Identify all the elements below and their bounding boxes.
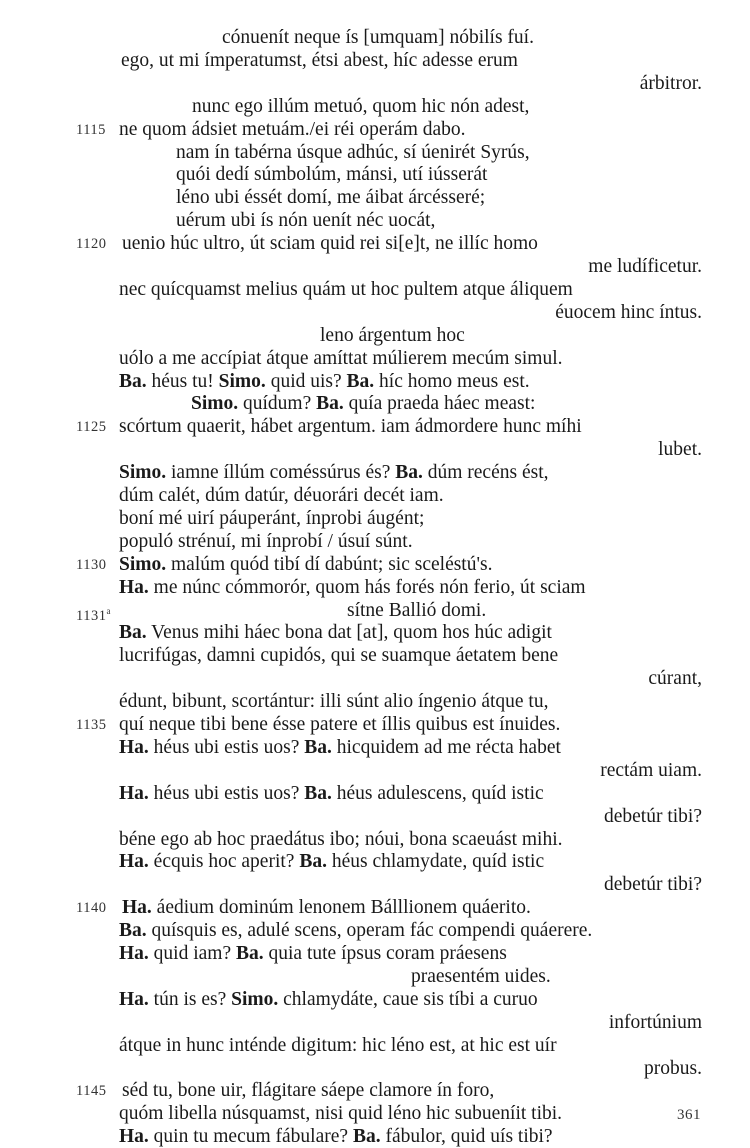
verse-line — [0, 186, 750, 209]
verse-line — [0, 461, 750, 484]
verse-line — [0, 553, 750, 576]
verse-line — [0, 621, 750, 644]
verse-fragment: édunt, bibunt, scortántur: illi súnt alio íngenio átque tu, — [119, 691, 549, 713]
verse-fragment: malúm quód tibí dí dabúnt; sic sceléstú's. — [166, 553, 493, 575]
verse-line — [0, 415, 750, 438]
verse-fragment: hicquidem ad me récta habet — [331, 736, 561, 758]
verse-text — [119, 347, 562, 370]
verse-line — [0, 370, 750, 393]
line-number: 1135 — [76, 717, 107, 733]
speaker-label: Ba. — [352, 1126, 381, 1148]
verse-fragment: léno ubi éssét domí, me áibat árcésseré; — [176, 187, 486, 209]
continuation-text: árbitror. — [639, 72, 702, 94]
verse-fragment: héus tu! — [146, 370, 219, 392]
verse-line — [0, 49, 750, 72]
speaker-label: Simo. — [119, 553, 167, 575]
speaker-label: Ha. — [119, 576, 149, 598]
verse-fragment: átque in hunc inténde digitum: hic léno est, at hic est uír — [119, 1034, 557, 1056]
verse-text — [119, 988, 538, 1011]
verse-fragment: leno árgentum hoc — [320, 324, 465, 346]
verse-text — [119, 782, 544, 805]
verse-line — [0, 896, 750, 919]
verse-fragment: ne quom ádsiet metuám./ei réi operám dabo. — [119, 118, 466, 140]
verse-fragment: uérum ubi ís nón uenít néc uocát, — [176, 210, 436, 232]
verse-text — [347, 599, 486, 622]
verse-line — [0, 1079, 750, 1102]
line-number: 1120 — [76, 236, 107, 253]
speaker-label: Ba. — [395, 462, 423, 484]
verse-line-continuation — [0, 301, 750, 324]
verse-line — [0, 163, 750, 186]
verse-text — [119, 621, 552, 644]
verse-line — [0, 26, 750, 49]
verse-text — [176, 141, 530, 164]
verse-text — [119, 278, 573, 301]
verse-fragment: sítne Ballió domi. — [347, 599, 487, 621]
line-number: 1145 — [76, 1083, 107, 1100]
verse-line — [0, 644, 750, 667]
verse-fragment: híc homo meus est. — [374, 370, 530, 392]
verse-line — [0, 713, 750, 736]
verse-line-continuation — [0, 72, 750, 95]
verse-fragment: béne ego ab hoc praedátus ibo; nóui, bona scaeuást mihi. — [119, 828, 563, 850]
verse-line — [0, 392, 750, 415]
verse-line — [0, 209, 750, 232]
verse-line — [0, 118, 750, 141]
verse-line — [0, 965, 750, 988]
verse-line — [0, 232, 750, 255]
verse-line — [0, 942, 750, 965]
verse-text — [119, 507, 424, 530]
verse-line — [0, 1102, 750, 1125]
verse-text — [119, 690, 548, 713]
verse-fragment: ego, ut mi ímperatumst, étsi abest, híc adesse erum — [121, 49, 518, 71]
verse-fragment: scórtum quaerit, hábet argentum. iam ádmordere hunc míhi — [119, 416, 582, 438]
verse-text — [121, 49, 518, 72]
line-number: 1125 — [76, 419, 107, 436]
verse-fragment: uenio húc ultro, út sciam quid rei si[e]t, ne illíc homo — [122, 233, 538, 255]
continuation-text: probus. — [644, 1057, 702, 1079]
speaker-label: Ha. — [119, 988, 149, 1010]
verse-fragment: tún is es? — [148, 988, 232, 1010]
verse-line — [0, 736, 750, 759]
verse-line-continuation — [0, 805, 750, 828]
verse-line — [0, 1125, 750, 1148]
speaker-label: Ba. — [119, 920, 147, 942]
verse-fragment: quia tute ípsus coram práesens — [263, 943, 507, 964]
speaker-label: Ba. — [299, 851, 327, 873]
verse-text — [122, 1079, 494, 1102]
continuation-text: rectám uiam. — [600, 759, 702, 781]
continuation-text: debetúr tibi? — [603, 805, 702, 827]
verse-text — [176, 163, 487, 186]
verse-text — [119, 576, 586, 599]
continuation-text: lubet. — [658, 439, 702, 461]
page-number: 361 — [677, 1107, 701, 1123]
verse-text — [119, 484, 444, 507]
verse-fragment: héus ubi estis uos? — [148, 736, 305, 758]
verse-line — [0, 599, 750, 622]
verse-text — [320, 324, 465, 347]
verse-fragment: nam ín tabérna úsque adhúc, sí úenirét Syrús, — [176, 141, 530, 163]
verse-line — [0, 484, 750, 507]
verse-text — [119, 713, 560, 736]
verse-text — [122, 896, 531, 919]
speaker-label: Simo. — [218, 370, 266, 392]
verse-line — [0, 850, 750, 873]
verse-text — [119, 942, 507, 965]
verse-fragment: quid uis? — [265, 370, 347, 392]
verse-fragment: quía praeda háec meast: — [343, 393, 536, 415]
verse-fragment: quídum? — [238, 393, 317, 415]
continuation-text: infortúnium — [608, 1011, 702, 1033]
verse-fragment: populó strénuí, mi ínprobí / úsuí súnt. — [119, 530, 413, 552]
speaker-label: Ha. — [119, 851, 149, 873]
verse-fragment: chlamydáte, caue sis tíbi a curuo — [278, 988, 538, 1010]
verse-line — [0, 576, 750, 599]
verse-line — [0, 782, 750, 805]
verse-text — [119, 461, 549, 484]
verse-fragment: uólo a me accípiat átque amíttat múlierem mecúm simul. — [119, 347, 563, 369]
verse-fragment: séd tu, bone uir, flágitare sáepe clamore ín foro, — [122, 1080, 495, 1102]
continuation-text: debetúr tibi? — [603, 874, 702, 896]
verse-line-continuation — [0, 667, 750, 690]
verse-fragment: áedium dominúm lenonem Bálllionem quáerito. — [151, 897, 531, 919]
verse-text — [119, 1125, 553, 1148]
verse-fragment: boní mé uirí páuperánt, ínprobi áugént; — [119, 507, 425, 529]
verse-line — [0, 530, 750, 553]
continuation-text: me ludíficetur. — [588, 256, 702, 277]
verse-line — [0, 690, 750, 713]
verse-fragment: quí neque tibi bene ésse patere et íllis quibus est ínuides. — [119, 714, 561, 735]
verse-text — [119, 644, 558, 667]
verse-line-continuation — [0, 1011, 750, 1034]
verse-fragment: praesentém uides. — [411, 965, 551, 987]
verse-line-continuation — [0, 759, 750, 782]
verse-fragment: héus adulescens, quíd istic — [331, 782, 544, 804]
line-number: 1130 — [76, 556, 107, 573]
verse-line — [0, 95, 750, 118]
verse-fragment: dúm calét, dúm datúr, déuorári decét iam. — [119, 485, 444, 506]
verse-text — [119, 736, 561, 759]
speaker-label: Ha. — [122, 897, 152, 919]
speaker-label: Simo. — [231, 988, 279, 1010]
verse-text — [119, 415, 582, 438]
verse-fragment: lucrifúgas, damni cupidós, qui se suamque áetatem bene — [119, 645, 559, 667]
verse-line — [0, 347, 750, 370]
verse-line — [0, 278, 750, 301]
line-number: 1115 — [76, 121, 106, 138]
speaker-label: Ha. — [119, 1126, 149, 1148]
speaker-label: Ba. — [346, 370, 375, 392]
verse-text — [119, 1034, 557, 1057]
verse-line — [0, 1034, 750, 1057]
verse-text — [191, 392, 535, 415]
speaker-label: Ba. — [304, 782, 332, 804]
verse-line-continuation — [0, 873, 750, 896]
speaker-label: Ha. — [119, 736, 149, 758]
verse-text — [119, 828, 563, 851]
speaker-label: Simo. — [119, 462, 167, 484]
speaker-label: Ba. — [119, 370, 147, 392]
verse-text — [119, 919, 592, 942]
speaker-label: Ba. — [304, 736, 332, 758]
line-number: 1131$^a$ — [76, 605, 111, 624]
verse-text — [122, 232, 538, 255]
verse-fragment: quóm libella núsquamst, nisi quid léno hic subueníit tibi. — [119, 1103, 563, 1125]
speaker-label: Ha. — [119, 943, 149, 964]
verse-fragment: quid iam? — [148, 943, 236, 964]
verse-fragment: héus ubi estis uos? — [148, 782, 305, 804]
verse-text — [119, 850, 544, 873]
verse-fragment: quin tu mecum fábulare? — [148, 1126, 353, 1148]
verse-fragment: quói dedí súmbolúm, mánsi, utí iússerát — [176, 164, 488, 186]
verse-line-continuation — [0, 1057, 750, 1080]
speaker-label: Simo. — [191, 393, 239, 415]
verse-fragment: héus chlamydate, quíd istic — [326, 851, 545, 873]
verse-line-continuation — [0, 255, 750, 278]
verse-fragment: dúm recéns ést, — [422, 462, 549, 484]
verse-text — [119, 370, 530, 393]
speaker-label: Ha. — [119, 782, 149, 804]
verse-text — [119, 118, 466, 141]
verse-line — [0, 988, 750, 1011]
verse-text — [176, 186, 485, 209]
verse-text — [411, 965, 551, 988]
verse-line-continuation — [0, 438, 750, 461]
verse-fragment: fábulor, quid uís tibi? — [380, 1126, 553, 1148]
verse-text — [119, 530, 413, 553]
continuation-text: cúrant, — [648, 668, 702, 690]
line-number: 1140 — [76, 900, 107, 917]
verse-fragment: écquis hoc aperit? — [148, 851, 300, 873]
verse-line — [0, 141, 750, 164]
verse-fragment: nec quícquamst melius quám ut hoc pultem atque áliquem — [119, 278, 573, 300]
speaker-label: Ba. — [316, 393, 344, 415]
verse-text — [222, 26, 534, 49]
speaker-label: Ba. — [119, 622, 147, 644]
continuation-text: éuocem hinc íntus. — [555, 301, 702, 323]
verse-text — [192, 95, 529, 118]
verse-line — [0, 324, 750, 347]
verse-line — [0, 507, 750, 530]
verse-text — [119, 1102, 562, 1125]
verse-line — [0, 828, 750, 851]
verse-fragment: cónuenít neque ís [umquam] nóbilís fuí. — [222, 27, 534, 48]
speaker-label: Ba. — [236, 943, 264, 964]
verse-fragment: nunc ego illúm metuó, quom hic nón adest, — [192, 95, 530, 117]
verse-fragment: Venus mihi háec bona dat [at], quom hos húc adigit — [146, 622, 552, 644]
verse-fragment: me núnc cómmorór, quom hás forés nón ferio, út sciam — [148, 576, 586, 598]
verse-text — [176, 209, 435, 232]
verse-line — [0, 919, 750, 942]
verse-text — [119, 553, 492, 576]
verse-fragment: iamne íllúm coméssúrus és? — [166, 462, 396, 484]
verse-fragment: quísquis es, adulé scens, operam fác compendi quáerere. — [146, 920, 593, 942]
